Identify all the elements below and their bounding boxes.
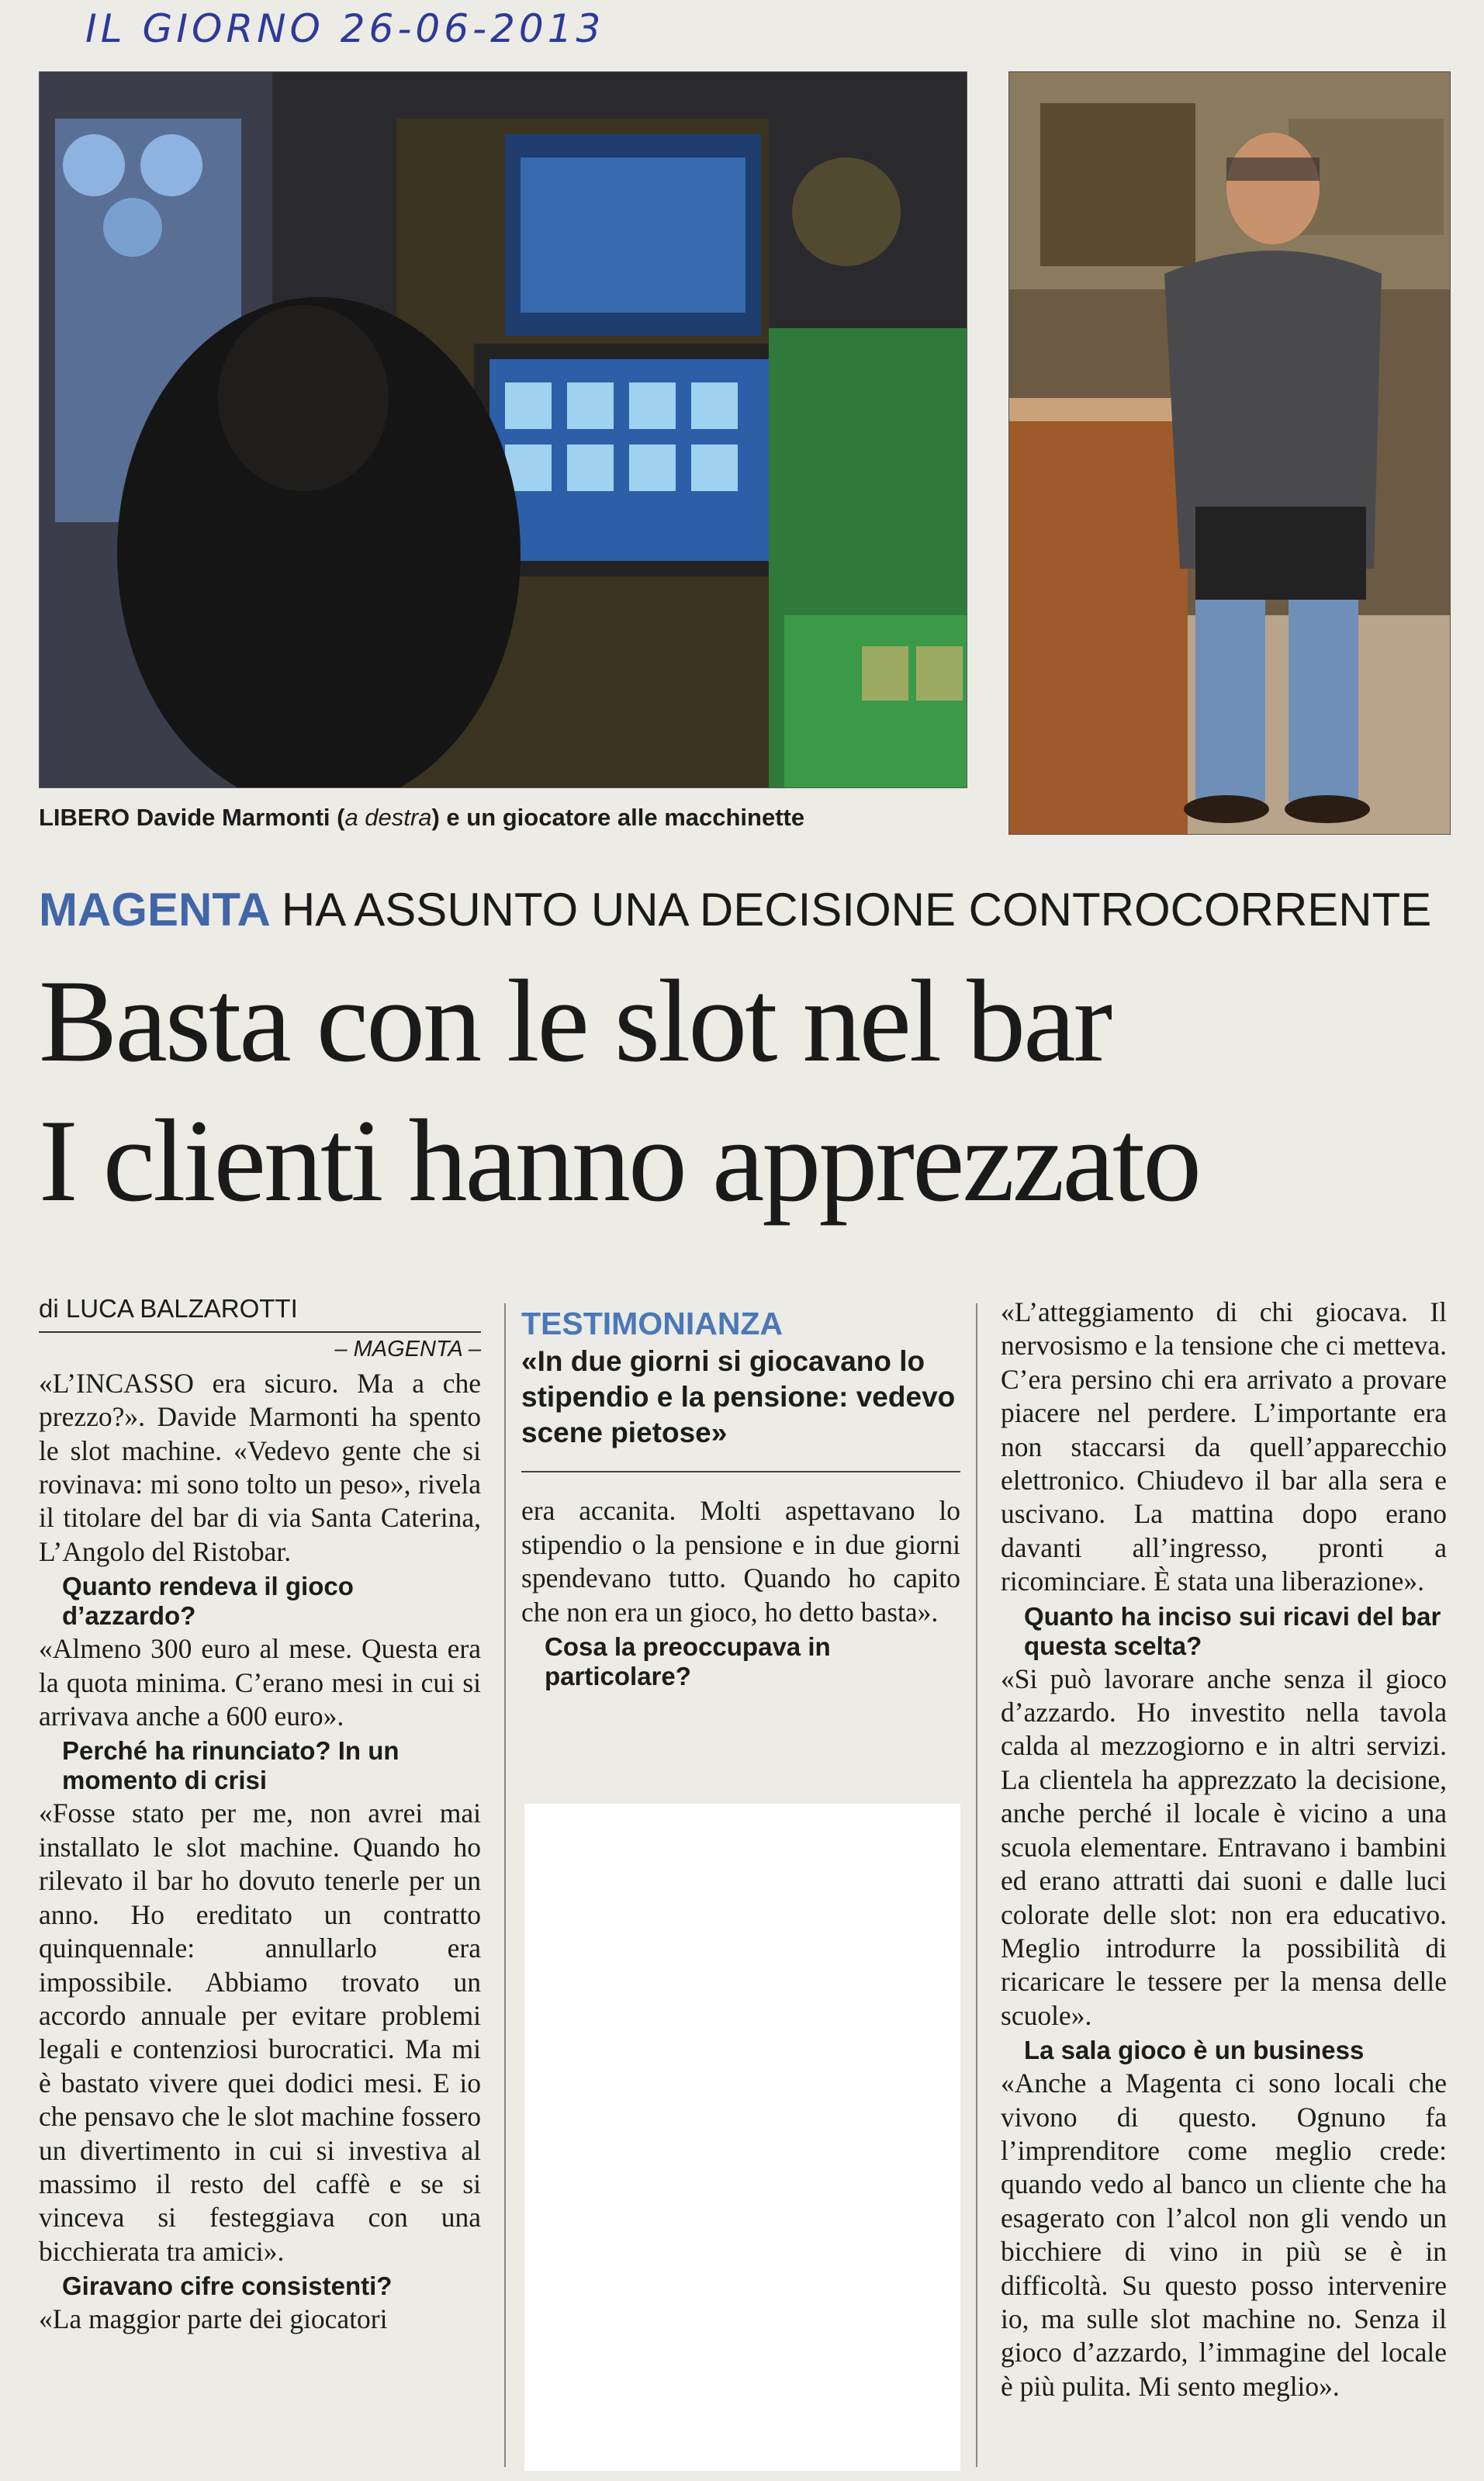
dateline: – MAGENTA –: [39, 1331, 481, 1366]
column-divider-1: [504, 1303, 506, 2467]
article-column-2: [521, 1307, 960, 1693]
caption-italic: a destra: [344, 804, 432, 831]
testimonianza-label: TESTIMONIANZA: [521, 1306, 784, 1341]
slot-machine-illustration: [40, 72, 967, 787]
kicker-text: HA ASSUNTO UNA DECISIONE CONTROCORRENTE: [281, 884, 1432, 936]
article-paragraph: «L’INCASSO era sicuro. Ma a che prezzo?». Davide Marmonti ha spento le slot machine. «Vedevo gente che si rovinava: mi sono tolto un peso», rivela il titolare del bar di via Santa Caterina, L’Angolo del Ristobar.: [39, 1367, 481, 1567]
slot-machine-photo: [39, 71, 967, 788]
caption-lead: LIBERO: [39, 804, 130, 831]
blank-area: [524, 1804, 960, 2471]
caption-text-b: ) e un giocatore alle macchinette: [431, 804, 805, 831]
source-date-note: IL GIORNO 26-06-2013: [85, 6, 605, 51]
interview-question: La sala gioco è un business: [1024, 2036, 1365, 2065]
bar-owner-photo: [1008, 71, 1451, 835]
article-column-3: [1001, 1296, 1447, 2403]
article-paragraph: «Almeno 300 euro al mese. Questa era la quota minima. C’erano mesi in cui si arrivava anche a 600 euro».: [39, 1633, 481, 1732]
pull-quote-rule: [521, 1471, 960, 1472]
interview-question: Cosa la preoccupava in particolare?: [545, 1632, 831, 1691]
headline-line-2: I clienti hanno apprezzato: [39, 1095, 1200, 1226]
article-paragraph: «L’atteggiamento di chi giocava. Il nervosismo e la tensione che ci metteva. C’era persino chi era arrivato a provare piacere nel perdere. L’importante era non staccarsi da quell’apparecchio elettronico. Chiudevo il bar alla sera e uscivano. La mattina dopo erano davanti all’ingresso, pronti a ricominciare. È stata una liberazione».: [1001, 1296, 1447, 1597]
article-paragraph: «Fosse stato per me, non avrei mai installato le slot machine. Quando ho rilevato il bar ho dovuto tenerle per un anno. Ho ereditato un contratto quinquennale: annullarlo era impossibile. Abbiamo trovato un accordo annuale per evitare problemi legali e contenziosi burocratici. Ma mi è bastato vivere quei dodici mesi. E io che pensavo che le slot machine fossero un divertimento in cui si investiva al massimo il resto del caffè e se si vinceva si festeggiava con una bicchierata tra amici».: [39, 1798, 481, 2267]
interview-question: Perché ha rinunciato? In un momento di crisi: [62, 1736, 400, 1795]
caption-text-a: Davide Marmonti (: [130, 804, 345, 831]
column-2-body: [521, 1494, 960, 1691]
headline-line-1: Basta con le slot nel bar: [39, 956, 1111, 1086]
article-paragraph: «Anche a Magenta ci sono locali che vivono di questo. Ognuno fa l’imprenditore come meglio crede: quando vedo al banco un cliente che ha esagerato con l’alcol non gli vendo un bicchiere di vino in più se è in difficoltà. Su questo posso intervenire io, ma sulle slot machine no. Senza il gioco d’azzardo, l’immagine del locale è più pulita. Mi sento meglio».: [1001, 2068, 1447, 2402]
interview-question: Quanto rendeva il gioco d’azzardo?: [62, 1572, 354, 1631]
column-1-body: [39, 1367, 481, 2337]
article-paragraph: era accanita. Molti aspettavano lo stipendio o la pensione e in due giorni spendevano tutto. Quando ho capito che non era un gioco, ho detto basta».: [521, 1495, 960, 1628]
kicker-place: MAGENTA: [39, 884, 271, 936]
byline: di LUCA BALZAROTTI: [39, 1294, 298, 1323]
interview-question: Quanto ha inciso sui ricavi del bar questa scelta?: [1024, 1601, 1441, 1660]
interview-question: Giravano cifre consistenti?: [62, 2272, 393, 2301]
article-paragraph: «La maggior parte dei giocatori: [39, 2303, 388, 2335]
bar-owner-illustration: [1009, 72, 1450, 834]
photo-caption: [39, 804, 804, 832]
column-3-body: [1001, 1296, 1447, 2403]
kicker: [39, 883, 1431, 936]
article-paragraph: «Si può lavorare anche senza il gioco d’azzardo. Ho investito nella tavola calda al mezzogiorno e in altri servizi. La clientela ha apprezzato la decisione, anche perché il locale è vicino a una scuola elementare. Entravano i bambini ed erano attratti dai suoni e dalle luci colorate delle slot: non era educativo. Meglio introdurre la possibilità di ricaricare le tessere per la mensa delle scuole».: [1001, 1663, 1447, 2031]
pull-quote: «In due giorni si giocavano lo stipendio e la pensione: vedevo scene pietose»: [521, 1345, 956, 1449]
column-divider-2: [976, 1303, 977, 2467]
article-column-1: [39, 1292, 481, 2337]
